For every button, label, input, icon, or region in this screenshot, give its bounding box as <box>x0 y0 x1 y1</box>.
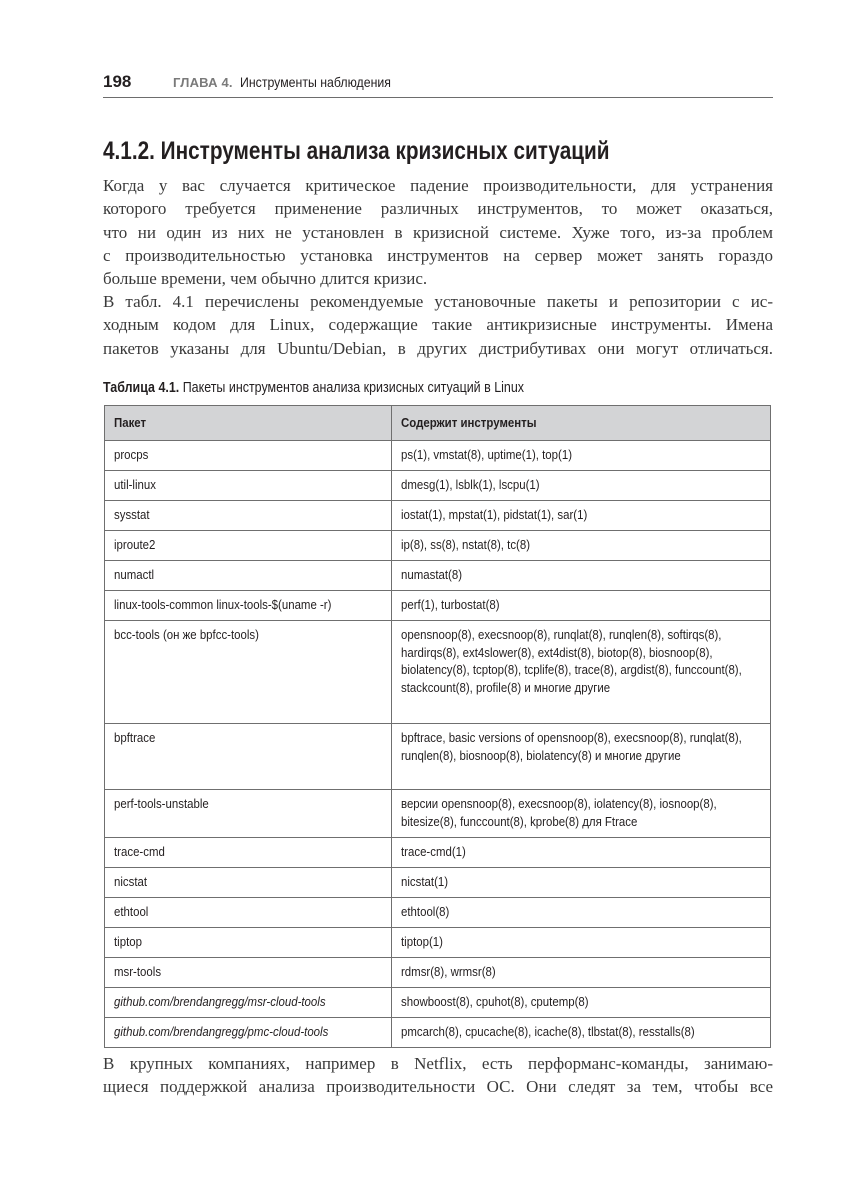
table-row <box>105 790 771 838</box>
table-row <box>105 471 771 501</box>
package-cell <box>105 1018 392 1048</box>
table-row <box>105 988 771 1018</box>
packages-table <box>104 405 771 1048</box>
package-cell <box>105 988 392 1018</box>
tools-cell: ip(8), ss(8), nstat(8), tc(8) <box>392 531 771 561</box>
paragraph-netflix <box>103 1052 773 1099</box>
tools-cell: iostat(1), mpstat(1), pidstat(1), sar(1) <box>392 501 771 531</box>
text-line: ходным кодом для Linux, содержащие такие антикризисные инструменты. Имена <box>103 315 773 335</box>
tools-cell: tiptop(1) <box>392 928 771 958</box>
paragraph-table-intro <box>103 290 773 360</box>
table-row <box>105 441 771 471</box>
repo-link-text: github.com/brendangregg/msr-cloud-tools <box>114 994 326 1009</box>
package-cell: numactl <box>105 561 392 591</box>
text-line: которого требуется применение различных инструментов, то может оказаться, <box>103 199 773 219</box>
text-line: щиеся поддержкой анализа производительности ОС. Они следят за тем, чтобы все <box>103 1077 773 1097</box>
tools-cell: trace-cmd(1) <box>392 838 771 868</box>
table-row <box>105 501 771 531</box>
chapter-title: Инструменты наблюдения <box>240 74 391 90</box>
tools-cell: pmcarch(8), cpucache(8), icache(8), tlbstat(8), resstalls(8) <box>392 1018 771 1048</box>
table-caption <box>103 380 524 396</box>
tools-cell: dmesg(1), lsblk(1), lscpu(1) <box>392 471 771 501</box>
table-row <box>105 531 771 561</box>
package-cell: tiptop <box>105 928 392 958</box>
tools-cell: perf(1), turbostat(8) <box>392 591 771 621</box>
package-cell: nicstat <box>105 868 392 898</box>
package-cell: procps <box>105 441 392 471</box>
text-line: В табл. 4.1 перечислены рекомендуемые установочные пакеты и репозитории с ис- <box>103 292 773 311</box>
package-cell: msr-tools <box>105 958 392 988</box>
table-caption-text: Пакеты инструментов анализа кризисных ситуаций в Linux <box>179 380 525 396</box>
table-row <box>105 591 771 621</box>
page-number: 198 <box>103 72 132 91</box>
table-row <box>105 928 771 958</box>
table-row <box>105 838 771 868</box>
tools-cell: bpftrace, basic versions of opensnoop(8), execsnoop(8), runqlat(8), runqlen(8), biosnoop(8), biolatency(8) и многие другие <box>392 724 771 790</box>
text-line: В крупных компаниях, например в Netflix, есть перформанс-команды, занимаю- <box>103 1054 773 1073</box>
table-row <box>105 868 771 898</box>
tools-cell: numastat(8) <box>392 561 771 591</box>
column-header-package: Пакет <box>105 406 392 441</box>
tools-cell: showboost(8), cpuhot(8), cputemp(8) <box>392 988 771 1018</box>
tools-cell: ps(1), vmstat(8), uptime(1), top(1) <box>392 441 771 471</box>
package-cell: linux-tools-common linux-tools-$(uname -r) <box>105 591 392 621</box>
running-header <box>103 70 773 98</box>
table-header-row <box>105 406 771 441</box>
table-row <box>105 898 771 928</box>
text-line: пакетов указаны для Ubuntu/Debian, в других дистрибутивах они могут отличаться. <box>103 338 773 358</box>
tools-cell: ethtool(8) <box>392 898 771 928</box>
package-cell: iproute2 <box>105 531 392 561</box>
tools-cell: nicstat(1) <box>392 868 771 898</box>
chapter-label: ГЛАВА 4. <box>173 75 233 90</box>
table-row <box>105 958 771 988</box>
table-row <box>105 561 771 591</box>
column-header-tools: Содержит инструменты <box>392 406 771 441</box>
table-caption-label: Таблица 4.1. <box>103 380 180 396</box>
table-row <box>105 1018 771 1048</box>
section-title: 4.1.2. Инструменты анализа кризисных ситуаций <box>103 137 610 165</box>
tools-cell: rdmsr(8), wrmsr(8) <box>392 958 771 988</box>
tools-cell: версии opensnoop(8), execsnoop(8), iolatency(8), iosnoop(8), bitesize(8), funccount(8), kprobe(8) для Ftrace <box>392 790 771 838</box>
table-row <box>105 724 771 790</box>
package-cell: sysstat <box>105 501 392 531</box>
paragraph-intro <box>103 174 773 290</box>
table-row <box>105 621 771 724</box>
package-cell: perf-tools-unstable <box>105 790 392 838</box>
text-line: Когда у вас случается критическое падение производительности, для устранения <box>103 176 773 195</box>
package-cell: bpftrace <box>105 724 392 790</box>
tools-cell: opensnoop(8), execsnoop(8), runqlat(8), runqlen(8), softirqs(8), hardirqs(8), ext4slower(8), ext4dist(8), biotop(8), biosnoop(8), biolatency(8), tcptop(8), tcplife(8), trace(8), argdist(8), funccount(8), stackcount(8), profile(8) и многие другие <box>392 621 771 724</box>
repo-link-text: github.com/brendangregg/pmc-cloud-tools <box>114 1024 329 1039</box>
package-cell: trace-cmd <box>105 838 392 868</box>
package-cell: bcc-tools (он же bpfcc-tools) <box>105 621 392 724</box>
text-line: больше времени, чем обычно длится кризис. <box>103 269 428 289</box>
package-cell: ethtool <box>105 898 392 928</box>
text-line: что ни один из них не установлен в кризисной системе. Хуже того, из-за проблем <box>103 222 773 242</box>
text-line: с производительностью установка инструментов на сервер может занять гораздо <box>103 245 773 265</box>
package-cell: util-linux <box>105 471 392 501</box>
